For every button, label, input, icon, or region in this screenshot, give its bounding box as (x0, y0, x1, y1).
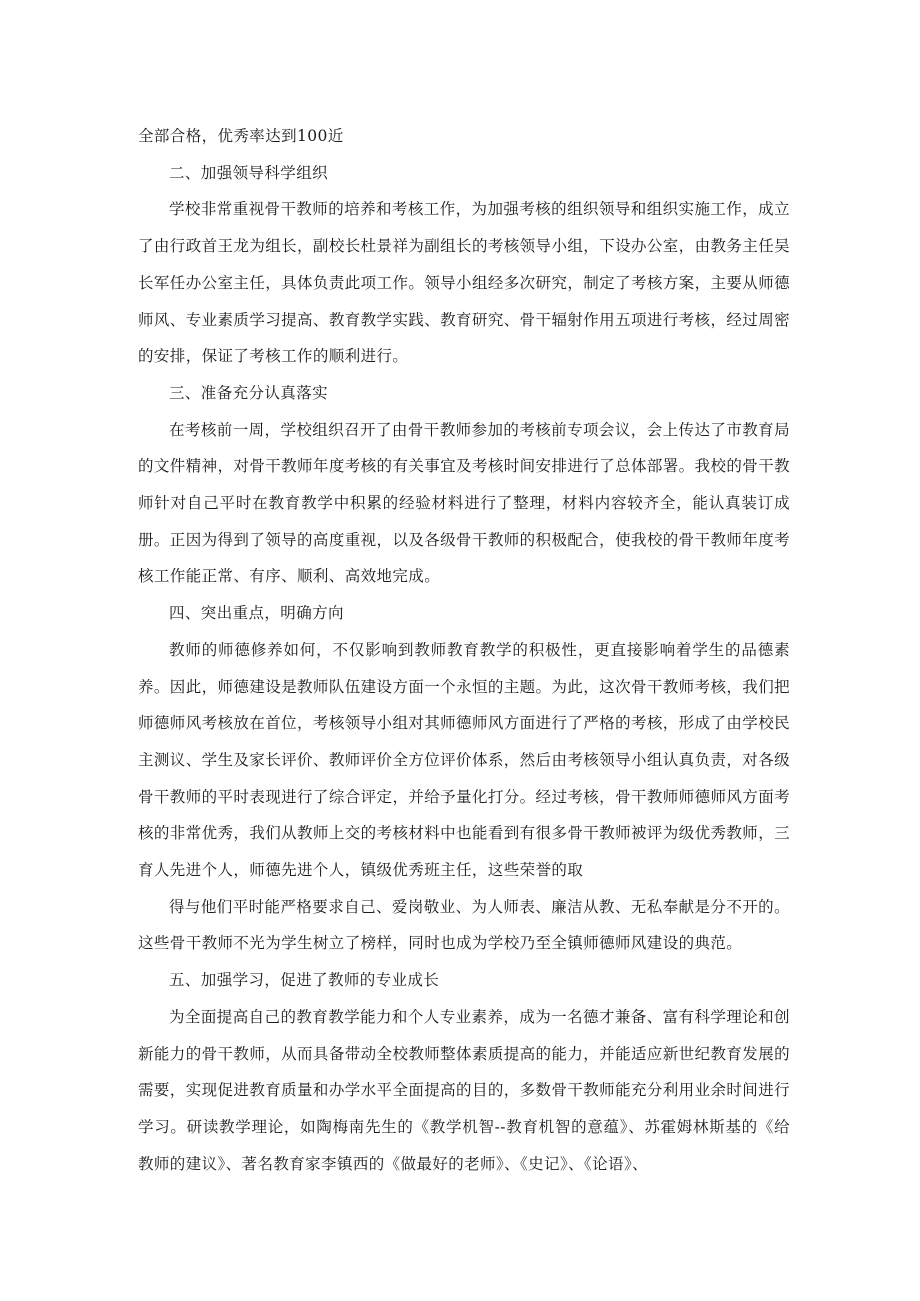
paragraph-section-4: 教师的师德修养如何，不仅影响到教师教育教学的积极性，更直接影响着学生的品德素养。因此，师德建设是教师队伍建设方面一个永恒的主题。为此，这次骨干教师考核，我们把师德师风考核放在首位，考核领导小组对其师德师风方面进行了严格的考核，形成了由学校民主测议、学生及家长评价、教师评价全方位评价体系，然后由考核领导小组认真负责，对各级骨干教师的平时表现进行了综合评定，并给予量化打分。经过考核，骨干教师师德师风方面考核的非常优秀，我们从教师上交的考核材料中也能看到有很多骨干教师被评为级优秀教师，三育人先进个人，师德先进个人，镇级优秀班主任，这些荣誉的取 (138, 640, 790, 880)
paragraph-section-5: 为全面提高自己的教育教学能力和个人专业素养，成为一名德才兼备、富有科学理论和创新能力的骨干教师，从而具备带动全校教师整体素质提高的能力，并能适应新世纪教育发展的需要，实现促进教育质量和办学水平全面提高的目的，多数骨干教师能充分利用业余时间进行学习。研读教学理论，如陶梅南先生的《教学机智--教育机智的意蕴》、苏霍姆林斯基的《给教师的建议》、著名教育家李镇西的《做最好的老师》、《史记》、《论语》、 (138, 1007, 790, 1173)
paragraph-section-4-continued: 得与他们平时能严格要求自己、爱岗敬业、为人师表、廉洁从教、无私奉献是分不开的。这些骨干教师不光为学生树立了榜样，同时也成为学校乃至全镇师德师风建设的典范。 (138, 897, 790, 953)
document-body (138, 118, 790, 1182)
paragraph-section-3: 在考核前一周，学校组织召开了由骨干教师参加的考核前专项会议，会上传达了市教育局的文件精神，对骨干教师年度考核的有关事宜及考核时间安排进行了总体部署。我校的骨干教师针对自己平时在教育教学中积累的经验材料进行了整理，材料内容较齐全，能认真装订成册。正因为得到了领导的高度重视，以及各级骨干教师的积极配合，使我校的骨干教师年度考核工作能正常、有序、顺利、高效地完成。 (138, 420, 790, 586)
heading-section-4: 四、突出重点，明确方向 (169, 604, 344, 623)
heading-section-2: 二、加强领导科学组织 (169, 163, 329, 182)
paragraph-section-2: 学校非常重视骨干教师的培养和考核工作，为加强考核的组织领导和组织实施工作，成立了由行政首王龙为组长，副校长杜景祥为副组长的考核领导小组，下设办公室，由教务主任吴长军任办公室主任，具体负责此项工作。领导小组经多次研究，制定了考核方案，主要从师德师风、专业素质学习提高、教育教学实践、教育研究、骨干辐射作用五项进行考核，经过周密的安排，保证了考核工作的顺利进行。 (138, 200, 790, 366)
heading-section-5: 五、加强学习，促进了教师的专业成长 (169, 971, 440, 990)
heading-section-3: 三、准备充分认真落实 (169, 383, 329, 402)
paragraph-pass-rate: 全部合格，优秀率达到100近 (138, 127, 344, 145)
